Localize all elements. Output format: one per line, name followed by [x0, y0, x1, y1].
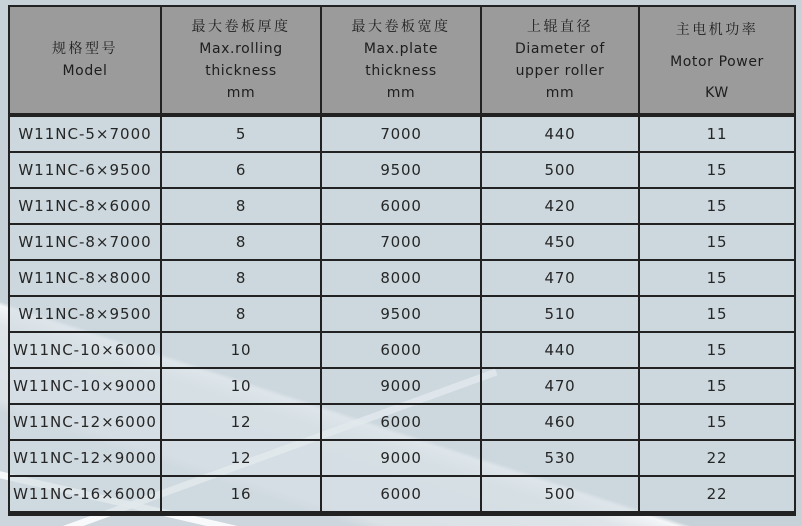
upper-roller-diameter-cell: 530 — [481, 440, 639, 476]
model-cell: W11NC-12×9000 — [9, 440, 161, 476]
upper-roller-diameter-cell: 470 — [481, 368, 639, 404]
max-rolling-thickness-cell: 8 — [161, 188, 321, 224]
model-cell: W11NC-8×9500 — [9, 296, 161, 332]
max-rolling-thickness-cell: 10 — [161, 332, 321, 368]
upper-roller-diameter-cell: 500 — [481, 476, 639, 514]
motor-power-cell: 15 — [639, 152, 795, 188]
table-row — [9, 115, 795, 152]
header-line: 最大卷板宽度 — [351, 19, 451, 35]
header-line: Motor Power — [670, 53, 764, 70]
table-row — [9, 332, 795, 368]
header-line: Diameter of — [515, 41, 605, 57]
model-cell: W11NC-5×7000 — [9, 115, 161, 152]
max-plate-thickness-cell: 6000 — [321, 188, 481, 224]
spec-table — [8, 5, 796, 516]
max-plate-thickness-cell: 8000 — [321, 260, 481, 296]
upper-roller-diameter-cell: 420 — [481, 188, 639, 224]
header-line: KW — [705, 85, 729, 101]
header-line: mm — [226, 85, 256, 101]
motor-power-cell: 15 — [639, 404, 795, 440]
max-plate-thickness-cell: 6000 — [321, 476, 481, 514]
header-line: 上辊直径 — [527, 19, 593, 35]
header-line: Model — [62, 63, 108, 79]
max-rolling-thickness-cell: 12 — [161, 404, 321, 440]
model-cell: W11NC-16×6000 — [9, 476, 161, 514]
max-rolling-thickness-cell: 8 — [161, 260, 321, 296]
column-header-model — [9, 6, 161, 115]
upper-roller-diameter-cell: 510 — [481, 296, 639, 332]
max-rolling-thickness-cell: 8 — [161, 296, 321, 332]
table-row — [9, 260, 795, 296]
upper-roller-diameter-cell: 450 — [481, 224, 639, 260]
header-line: thickness — [365, 63, 437, 79]
header-line: mm — [386, 85, 416, 101]
header-line: thickness — [205, 63, 277, 79]
header-line: 最大卷板厚度 — [191, 19, 291, 35]
upper-roller-diameter-cell: 440 — [481, 115, 639, 152]
column-header-lines — [482, 7, 638, 113]
upper-roller-diameter-cell: 500 — [481, 152, 639, 188]
motor-power-cell: 15 — [639, 332, 795, 368]
motor-power-cell: 15 — [639, 224, 795, 260]
motor-power-cell: 15 — [639, 368, 795, 404]
model-cell: W11NC-8×7000 — [9, 224, 161, 260]
max-rolling-thickness-cell: 12 — [161, 440, 321, 476]
model-cell: W11NC-8×8000 — [9, 260, 161, 296]
motor-power-cell: 15 — [639, 188, 795, 224]
table-row — [9, 440, 795, 476]
table-row — [9, 224, 795, 260]
header-line: upper roller — [515, 63, 605, 79]
column-header-max-plate-thickness — [321, 6, 481, 115]
upper-roller-diameter-cell: 440 — [481, 332, 639, 368]
motor-power-cell: 22 — [639, 476, 795, 514]
column-header-upper-roller-diameter — [481, 6, 639, 115]
header-row — [9, 6, 795, 115]
header-line: Max.rolling — [199, 41, 283, 57]
max-plate-thickness-cell: 6000 — [321, 404, 481, 440]
table-row — [9, 152, 795, 188]
table-row — [9, 188, 795, 224]
table-row — [9, 296, 795, 332]
model-cell: W11NC-10×6000 — [9, 332, 161, 368]
max-plate-thickness-cell: 9000 — [321, 440, 481, 476]
model-cell: W11NC-6×9500 — [9, 152, 161, 188]
column-header-lines — [322, 7, 480, 113]
max-rolling-thickness-cell: 5 — [161, 115, 321, 152]
model-cell: W11NC-10×9000 — [9, 368, 161, 404]
column-header-lines — [10, 7, 160, 113]
table-row — [9, 368, 795, 404]
upper-roller-diameter-cell: 470 — [481, 260, 639, 296]
max-rolling-thickness-cell: 10 — [161, 368, 321, 404]
column-header-max-rolling-thickness — [161, 6, 321, 115]
model-cell: W11NC-8×6000 — [9, 188, 161, 224]
motor-power-cell: 11 — [639, 115, 795, 152]
column-header-lines — [162, 7, 320, 113]
table-row — [9, 404, 795, 440]
max-rolling-thickness-cell: 6 — [161, 152, 321, 188]
column-header-motor-power — [639, 6, 795, 115]
max-plate-thickness-cell: 7000 — [321, 115, 481, 152]
header-line: Max.plate — [363, 41, 439, 57]
max-plate-thickness-cell: 6000 — [321, 332, 481, 368]
header-line: 规格型号 — [52, 41, 118, 57]
max-plate-thickness-cell: 9000 — [321, 368, 481, 404]
max-plate-thickness-cell: 9500 — [321, 296, 481, 332]
motor-power-cell: 15 — [639, 260, 795, 296]
table-row — [9, 476, 795, 514]
max-rolling-thickness-cell: 8 — [161, 224, 321, 260]
header-line: mm — [545, 85, 575, 101]
column-header-lines — [640, 7, 794, 113]
motor-power-cell: 15 — [639, 296, 795, 332]
table-body — [9, 115, 795, 514]
model-cell: W11NC-12×6000 — [9, 404, 161, 440]
motor-power-cell: 22 — [639, 440, 795, 476]
max-rolling-thickness-cell: 16 — [161, 476, 321, 514]
max-plate-thickness-cell: 7000 — [321, 224, 481, 260]
max-plate-thickness-cell: 9500 — [321, 152, 481, 188]
header-line: 主电机功率 — [675, 22, 759, 38]
upper-roller-diameter-cell: 460 — [481, 404, 639, 440]
